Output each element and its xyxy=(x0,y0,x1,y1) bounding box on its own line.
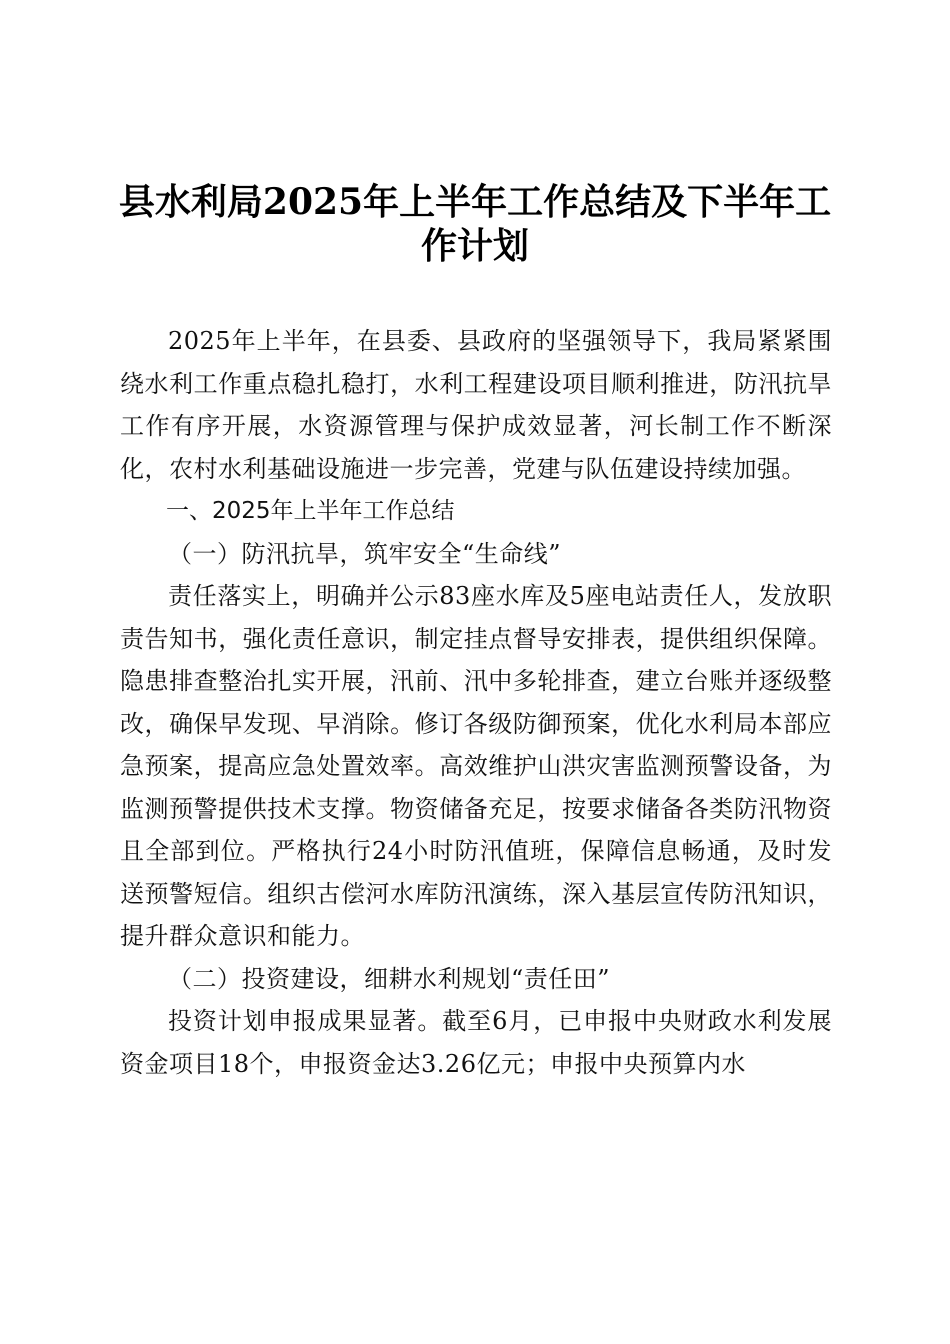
title-line-1: 县水利局2025年上半年工作总结及下半年工 xyxy=(118,181,832,223)
subsection-body-1: 责任落实上，明确并公示83座水库及5座电站责任人，发放职责告知书，强化责任意识，制定挂点督导安排表，提供组织保障。隐患排查整治扎实开展，汛前、汛中多轮排查，建立台账并逐级整改，确保早发现、早消除。修订各级防御预案，优化水利局本部应急预案，提高应急处置效率。高效维护山洪灾害监测预警设备，为监测预警提供技术支撑。物资储备充足，按要求储备各类防汛物资且全部到位。严格执行24小时防汛值班，保障信息畅通，及时发送预警短信。组织古偿河水库防汛演练，深入基层宣传防汛知识，提升群众意识和能力。 xyxy=(120,582,832,950)
document-title xyxy=(110,180,840,268)
document-body xyxy=(120,320,832,1085)
subsection-heading-1: （一）防汛抗旱，筑牢安全“生命线” xyxy=(168,539,562,568)
section-heading-1: 一、2025年上半年工作总结 xyxy=(166,498,455,524)
intro-paragraph: 2025年上半年，在县委、县政府的坚强领导下，我局紧紧围绕水利工作重点稳扎稳打，水利工程建设项目顺利推进，防汛抗旱工作有序开展，水资源管理与保护成效显著，河长制工作不断深化，农村水利基础设施进一步完善，党建与队伍建设持续加强。 xyxy=(120,327,832,483)
title-line-2: 作计划 xyxy=(420,225,529,267)
subsection-body-2: 投资计划申报成果显著。截至6月，已申报中央财政水利发展资金项目18个，申报资金达3.26亿元；申报中央预算内水 xyxy=(120,1007,832,1078)
subsection-heading-2: （二）投资建设，细耕水利规划“责任田” xyxy=(168,964,611,993)
